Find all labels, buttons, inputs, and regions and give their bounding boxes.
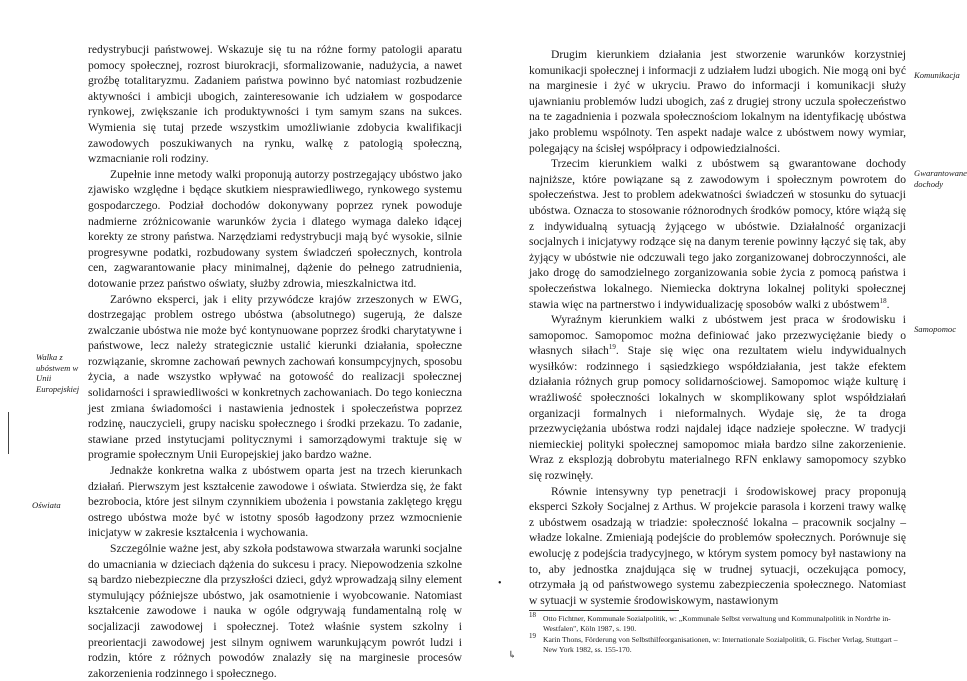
paragraph: Jednakże konkretna walka z ubóstwem oparta jest na trzech kierunkach działań. Pierwszym jest kształcenie zawodowe i oświata. Stwierdza się, że fakt bezrobocia, które jest silnym czynnikiem ubożenia i powstania zaklętego kręgu ostrego ubóstwa może być w istotny sposób łagodzony przez wzmocnienie inicjatyw w zakresie kształcenia i wychowania. <box>88 464 462 540</box>
margin-note-samopomoc: Samopomoc <box>914 324 957 334</box>
right-text-column <box>529 47 906 608</box>
paragraph: Zarówno eksperci, jak i elity przywódcze krajów zrzeszonych w EWG, dostrzegając problem ostrego ubóstwa (absolutnego) sugerują, że dalsze zwalczanie ubóstwa nie może być kontynuowane poprzez środki charytatywne i państwowe, lecz należy strategicznie ustalić kierunki działania, społeczne rozwiązanie, skromne zachowań pewnych zachowań konsumpcyjnych, sposobu życia, a nade wszystko wpływać na gotowość do realizacji społecznej solidarności i sprawiedliwości w konkretnych zachowaniach. Do tego konieczna jest zmiana świadomości i nastawienia jednostek i społeczeństwa poprzez rodzinę, nauczycieli, grupy nacisku społecznego i środki przekazu. To zadanie, stawiane przed instytucjami politycznymi i samorządowymi traktuje się w programie społecznym Unii Europejskiej jako bardzo ważne. <box>88 292 462 462</box>
margin-note-walka: Walka z ubóstwem w Unii Europejskiej <box>36 352 80 394</box>
paragraph: Drugim kierunkiem działania jest stworzenie warunków korzystniej komunikacji społecznej i informacji z udziałem ludzi ubogich. Nie mogą oni być na marginesie i żyć w ukryciu. Prawo do informacji i komunikacji służy ujawnianiu problemów ludzi ubogich, zaś z drugiej strony uczula społeczeństwo na te zagadnienia i pozwala społecznościom lokalnym na identyfikację ubóstwa jako problemu wspólnoty. Ten aspekt nadaje walce z ubóstwem nowy wymiar, polegający na ścisłej współpracy i odpowiedzialności. <box>529 48 906 155</box>
margin-bar <box>8 412 9 454</box>
paragraph: redystrybucji państwowej. Wskazuje się tu na różne formy patologii aparatu pomocy społecznej, rozrost biurokracji, sformalizowanie, nadużycia, a nawet groźbę totalitaryzmu. Zadaniem państwa powinno być natomiast rozbudzenie aktywności i ambicji ubogich, zainteresowanie ich udziałem w gospodarce rynkowej, zwiększanie ich produktywności i tym samym szans na sukces. Wymienia się tutaj przede wszystkim umożliwianie zdobycia kwalifikacji zawodowych poszukiwanych na rynku, walkę z patologią społeczną, wzmacnianie roli rodziny. <box>88 43 462 166</box>
paragraph: Równie intensywny typ penetracji i środowiskowej pracy proponują eksperci Szkoły Socjalnej z Arthus. W projekcie parasola i korzeni trawy walkę z ubóstwem osadzają w triadzie: społeczność lokalna – pracownik socjalny – władze lokalne. Zmieniają podejście do problemów społecznych. Porównuje się ewolucję z podejścia tradycyjnego, w którym system pomocy był nastawiony na to, aby jednostka znajdująca się w trudnej sytuacji, oczekująca pomocy, otrzymała ją od państwowego systemu zabezpieczenia społecznego. Natomiast w sytuacji w systemie środowiskowym, nastawionym <box>529 484 906 607</box>
left-text-column <box>88 42 462 681</box>
margin-note-oswiata: Oświata <box>32 500 61 510</box>
margin-note-gwarantowane: Gwarantowane dochody <box>914 168 967 189</box>
margin-note-komunikacja: Komunikacja <box>914 70 960 80</box>
footnote-ref: 19 <box>608 343 616 352</box>
footnote-ref: 18 <box>879 296 887 305</box>
bottom-mark: ↳ <box>508 650 517 661</box>
footnote: 19 Karin Thons, Förderung von Selbsthilfeorganisationen, w: Internationale Sozialpolitik, G. Fischer Verlag, Stuttgart – New York 1982, ss. 155-170. <box>529 632 898 654</box>
footnotes <box>529 611 906 656</box>
paragraph: Szczególnie ważne jest, aby szkoła podstawowa stwarzała warunki socjalne do umacniania w dzieciach dążenia do sukcesu i pracy. Niepowodzenia szkolne są bardzo niebezpieczne dla przyszłości dzieci, gdyż wprowadzają silny element stymulujący późniejsze ubóstwo, jak osamotnienie i wyobcowanie. Natomiast kształcenie zawodowe i nauka w ogóle odgrywają fundamentalną rolę w socjalizacji zawodowej i społecznej. Toteż właśnie system szkolny i preorientacji zawodowej jest silnym ogniwem warunkującym powrót ludzi i rodzin, które z różnych powodów znalazły się na marginesie procesów zakorzenienia rodzinnego i społecznego. <box>88 542 462 680</box>
paragraph: Trzecim kierunkiem walki z ubóstwem są gwarantowane dochody najniższe, które powiązane są z zawodowym i społecznym powrotem do społeczeństwa. Jest to problem adekwatności świadczeń w stosunku do sytuacji ubóstwa. Oznacza to stosowanie różnorodnych środków pomocy, które wiążą się z indywidualną sytuacją żyjącego w ubóstwie. Działalność organizacji socjalnych i inicjatywy rodzące się na danym terenie powinny łączyć się tak, aby żyjący w ubóstwie nie odczuwali tego jako zorganizowanej dobroczynności, ale jako drogę do samodzielnego zorganizowania sobie życia z pomocą państwa i społeczeństwa lokalnego. Niemiecka doktryna lokalnej polityki społecznej stawia więc na partnerstwo i indywidualizację sposobów walki z ubóstwem$^{18}$. <box>529 157 906 311</box>
footnote-rule <box>529 610 679 611</box>
bullet-mark: • <box>498 578 502 589</box>
paragraph: Wyraźnym kierunkiem walki z ubóstwem jest praca w środowisku i samopomoc. Samopomoc można definiować jako przezwyciężanie biedy o własnych siłach$^{19}$. Staje się więc ona rezultatem wielu indywidualnych wysiłków: rodzinnego i sąsiedzkiego współdziałania, jest także efektem działania różnych grup pomocy solidarnościowej. Samopomoc wiąże kulturę i wrażliwość społeczności lokalnych w skomplikowany splot współdziałań organizacji formalnych i nieformalnych. Wydaje się, że ta droga przezwyciężania ubóstwa rodzi najdalej idące nadzieje społeczne. W tradycji niemieckiej polityki społecznej samopomoc miała bardzo silne zakorzenienie. Wraz z eksplozją dobrobytu materialnego RFN enklawy samopomocy szybko się rozwinęły. <box>529 313 906 483</box>
footnote: 18 Otto Fichtner, Kommunale Sozialpolitik, w: „Kommunale Selbst verwaltung und Kommunalpolitik in Nordrhe in-Westfalen", Köln 1987, s. 190. <box>529 611 891 633</box>
paragraph: Zupełnie inne metody walki proponują autorzy postrzegający ubóstwo jako zjawisko względne i będące skutkiem niesprawiedliwego, rynkowego systemu gospodarczego. Podział dochodów dokonywany poprzez rynek powoduje nadmierne zróżnicowanie warunków życia i dlatego wymaga daleko idącej korekty ze strony państwa. Narzędziami redystrybucji mają być wysokie, silnie progresywne podatki, rozbudowany system świadczeń społecznych, kontrola cen, zagwarantowanie płacy minimalnej, dążenie do pełnego zatrudnienia, dotowanie przez państwo oświaty, służby zdrowia, mieszkalnictwa itd. <box>88 167 462 290</box>
